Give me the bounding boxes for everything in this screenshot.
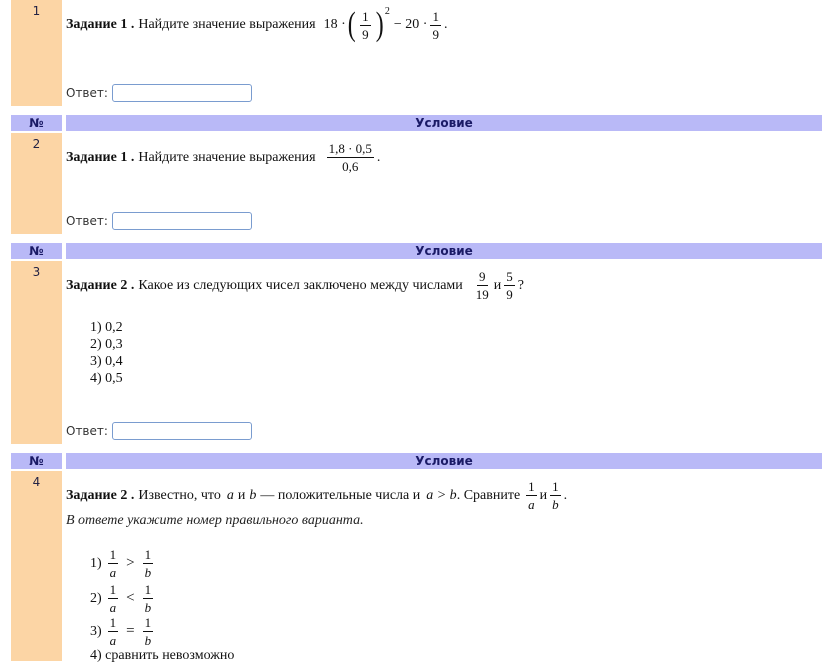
task-text: Какое из следующих чисел заключено между числами [138, 277, 463, 293]
task-content [66, 471, 822, 661]
task-row [11, 0, 822, 106]
task-content [66, 133, 822, 234]
fraction [430, 9, 441, 42]
fraction [108, 582, 119, 615]
answer-input[interactable] [112, 84, 252, 102]
answer-block [66, 84, 252, 102]
fraction [143, 615, 154, 648]
variable: a [226, 487, 234, 503]
fraction [143, 582, 154, 615]
numerator: 1 [144, 547, 152, 562]
numerator: 5 [506, 269, 513, 284]
answer-input[interactable] [112, 422, 252, 440]
answer-block [66, 422, 252, 440]
option-label: 3) [90, 623, 102, 639]
fraction [327, 141, 374, 174]
table-header [11, 453, 822, 469]
task-content [66, 261, 822, 444]
denominator: 0,6 [342, 159, 359, 174]
task-row [11, 261, 822, 444]
fraction [360, 9, 371, 42]
denominator: 19 [475, 287, 489, 302]
task-statement [66, 141, 382, 174]
option-item [90, 582, 156, 615]
denominator: b [552, 497, 559, 512]
numerator: 1 [362, 8, 369, 24]
option-item: 3) 0,4 [90, 354, 123, 369]
denominator: 9 [362, 26, 369, 42]
numerator: 1 [109, 582, 117, 597]
task-title: Задание 1 . [66, 17, 135, 32]
task-title: Задание 2 . [66, 277, 135, 293]
option-item: 4) сравнить невозможно [90, 648, 235, 663]
conjunction: и [237, 487, 246, 503]
numerator: 1 [144, 582, 152, 597]
task-content [66, 0, 822, 106]
option-item: 4) 0,5 [90, 371, 123, 386]
punctuation: ? [517, 277, 524, 293]
math-term: − 20 · [393, 17, 428, 32]
fraction [526, 479, 537, 512]
task-text: . Сравните [456, 487, 521, 503]
math-term: 18 · [323, 17, 346, 32]
fraction [108, 615, 119, 648]
table-header [11, 115, 822, 131]
fraction [550, 479, 561, 512]
denominator: a [109, 633, 117, 648]
numerator: 1 [109, 615, 117, 630]
relation: < [126, 590, 135, 606]
numerator: 1,8 · 0,5 [328, 141, 372, 156]
header-number: № [11, 115, 62, 131]
condition: a > b [426, 487, 457, 503]
task-number: 2 [11, 133, 62, 234]
options-list [90, 319, 123, 387]
task-number: 1 [11, 0, 62, 106]
answer-block [66, 212, 252, 230]
denominator: 9 [432, 26, 439, 42]
denominator: b [144, 565, 152, 580]
header-number: № [11, 453, 62, 469]
task-text: Известно, что [138, 487, 221, 503]
option-item: 1) 0,2 [90, 320, 123, 335]
task-title: Задание 2 . [66, 487, 135, 503]
answer-label: Ответ: [66, 424, 108, 438]
task-row [11, 471, 822, 661]
answer-label: Ответ: [66, 86, 108, 100]
fraction [474, 269, 491, 302]
numerator: 1 [144, 615, 152, 630]
math-expression [323, 5, 448, 43]
task-text: — положительные числа и [260, 487, 421, 503]
task-number: 3 [11, 261, 62, 444]
left-paren: ( [347, 6, 356, 43]
task-text: Найдите значение выражения [138, 149, 316, 165]
header-condition: Условие [66, 453, 822, 469]
task-row [11, 133, 822, 234]
denominator: a [109, 600, 117, 615]
option-item [90, 615, 156, 648]
denominator: a [109, 565, 117, 580]
punctuation: . [443, 17, 448, 32]
option-item [90, 547, 156, 580]
fraction [504, 269, 515, 302]
fraction [143, 547, 154, 580]
numerator: 1 [528, 479, 535, 494]
conjunction: и [493, 277, 502, 293]
task-text: Найдите значение выражения [138, 17, 316, 32]
option-label: 1) [90, 555, 102, 571]
punctuation: . [563, 487, 568, 503]
relation: > [126, 555, 135, 571]
task-statement [66, 479, 567, 512]
denominator: a [528, 497, 535, 512]
option-item: 2) 0,3 [90, 337, 123, 352]
denominator: 9 [506, 287, 513, 302]
task-title: Задание 1 . [66, 149, 135, 165]
answer-label: Ответ: [66, 214, 108, 228]
header-condition: Условие [66, 115, 822, 131]
numerator: 1 [552, 479, 559, 494]
numerator: 1 [432, 8, 439, 24]
header-condition: Условие [66, 243, 822, 259]
denominator: b [144, 600, 152, 615]
answer-input[interactable] [112, 212, 252, 230]
math-expression [324, 141, 381, 174]
task-note: В ответе укажите номер правильного варианта. [66, 513, 364, 528]
right-paren: ) [375, 6, 384, 43]
fraction [108, 547, 119, 580]
punctuation: . [376, 149, 381, 165]
task-number: 4 [11, 471, 62, 661]
relation: = [126, 623, 135, 639]
exponent: 2 [384, 5, 390, 17]
option-label: 2) [90, 590, 102, 606]
task-statement [66, 269, 526, 302]
header-number: № [11, 243, 62, 259]
denominator: b [144, 633, 152, 648]
table-header [11, 243, 822, 259]
task-statement [66, 5, 449, 43]
numerator: 1 [109, 547, 117, 562]
math-expression [471, 269, 524, 302]
numerator: 9 [479, 269, 486, 284]
conjunction: и [539, 487, 548, 503]
variable: b [249, 487, 257, 503]
